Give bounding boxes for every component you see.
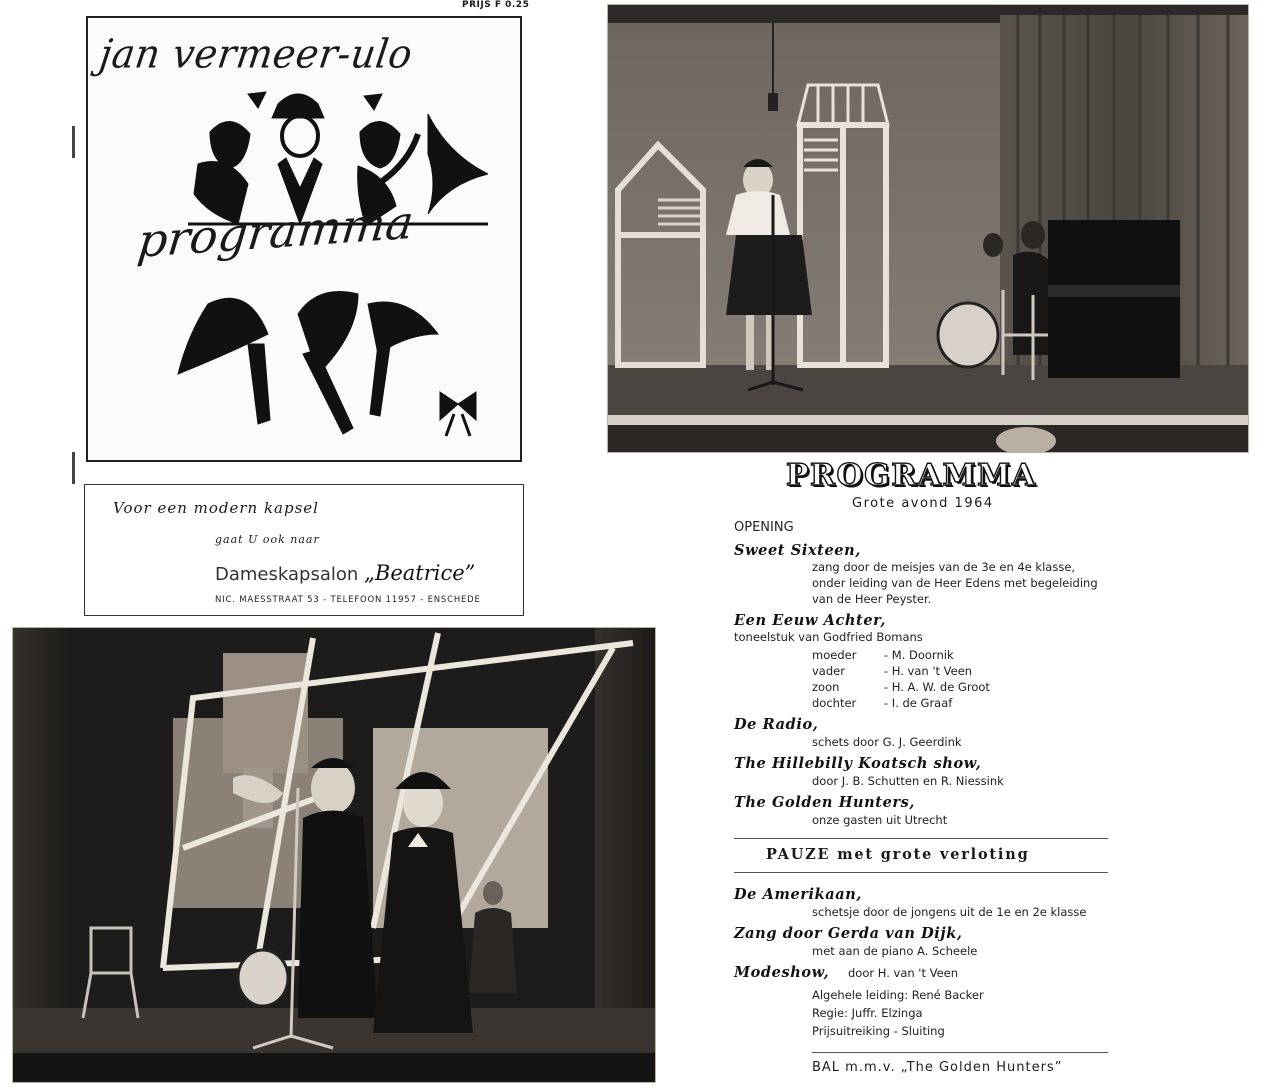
cover-programme-title: programma	[135, 195, 417, 268]
salon-advertisement	[84, 484, 524, 616]
ad-address: NIC. MAESSTRAAT 53 - TELEFOON 11957 - ENSCHEDE	[215, 595, 481, 605]
item-title: Zang door Gerda van Dijk,	[734, 925, 963, 942]
item-line: door H. van 't Veen	[848, 966, 959, 980]
stage-photo-clowns-image	[13, 628, 655, 1082]
item-title: The Hillebilly Koatsch show,	[734, 755, 982, 772]
price-label: PRIJS F 0.25	[462, 0, 530, 10]
bal-line: BAL m.m.v. „The Golden Hunters”	[812, 1060, 1063, 1075]
cast-name: - H. A. W. de Groot	[884, 680, 990, 694]
programme-sheet	[718, 454, 1130, 1088]
stage-photo-singer	[607, 4, 1249, 453]
item-title: The Golden Hunters,	[734, 794, 916, 811]
cast-role: moeder	[812, 648, 857, 662]
item-line: van de Heer Peyster.	[812, 592, 932, 606]
ad-salon-prefix: Dameskapsalon	[215, 564, 359, 585]
programme-cover	[86, 16, 522, 462]
item-title: De Amerikaan,	[734, 886, 863, 903]
credit-line: Prijsuitreiking - Sluiting	[812, 1024, 945, 1038]
item-line: onder leiding van de Heer Edens met begeleiding	[812, 576, 1098, 590]
programme-title: PROGRAMMA	[786, 458, 1037, 493]
stage-photo-singer-image	[608, 5, 1248, 452]
item-line: onze gasten uit Utrecht	[812, 813, 948, 827]
divider	[734, 838, 1108, 839]
divider	[812, 1052, 1108, 1053]
cast-name: - I. de Graaf	[884, 696, 953, 710]
staple-mark	[72, 126, 75, 158]
staple-mark	[72, 452, 75, 484]
item-line: door J. B. Schutten en R. Niessink	[812, 774, 1004, 788]
cast-role: vader	[812, 664, 845, 678]
item-line: toneelstuk van Godfried Bomans	[734, 630, 923, 644]
ad-salon	[215, 561, 475, 585]
programme-subtitle: Grote avond 1964	[852, 496, 994, 511]
cast-role: zoon	[812, 680, 840, 694]
stage-photo-clowns	[12, 627, 656, 1083]
opening-label: OPENING	[734, 520, 794, 535]
cast-role: dochter	[812, 696, 857, 710]
pauze-heading: PAUZE met grote verloting	[766, 846, 1030, 863]
cast-name: - M. Doornik	[884, 648, 954, 662]
item-title: Modeshow,	[734, 964, 830, 981]
ad-tagline: Voor een modern kapsel	[113, 499, 319, 517]
cover-school-title: jan vermeer-ulo	[96, 30, 416, 78]
item-line: zang door de meisjes van de 3e en 4e klasse,	[812, 560, 1076, 574]
credit-line: Regie: Juffr. Elzinga	[812, 1006, 923, 1020]
item-line: schets door G. J. Geerdink	[812, 735, 962, 749]
ad-subline: gaat U ook naar	[215, 533, 320, 546]
item-line: schetsje door de jongens uit de 1e en 2e klasse	[812, 905, 1087, 919]
cast-name: - H. van 't Veen	[884, 664, 973, 678]
credit-line: Algehele leiding: René Backer	[812, 988, 984, 1002]
item-line: met aan de piano A. Scheele	[812, 944, 978, 958]
divider	[734, 872, 1108, 873]
item-title: Sweet Sixteen,	[734, 542, 861, 559]
ad-salon-name: „Beatrice”	[364, 561, 476, 585]
item-title: Een Eeuw Achter,	[734, 612, 886, 629]
item-title: De Radio,	[734, 716, 819, 733]
